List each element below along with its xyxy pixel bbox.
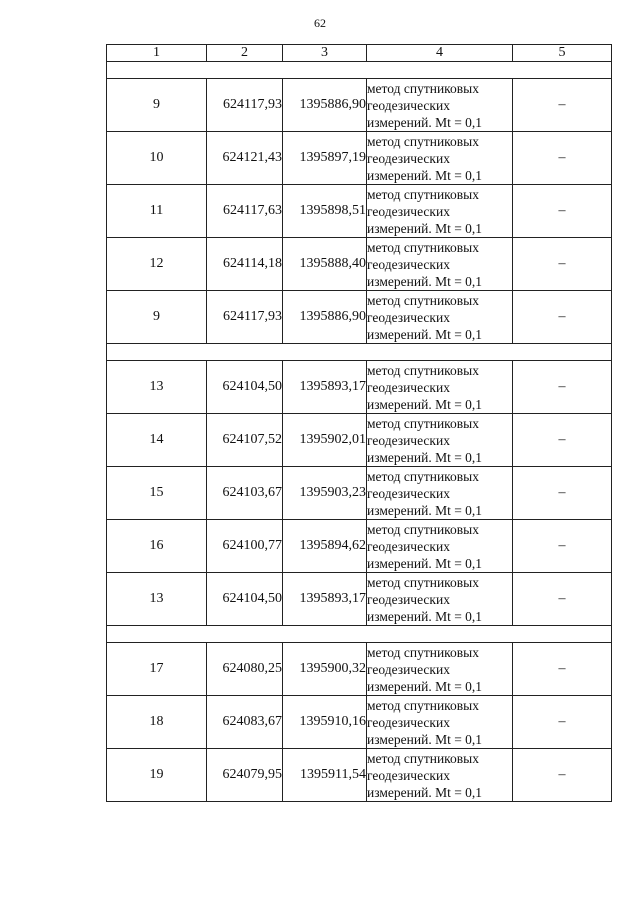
method-text-line: геодезических [367,256,450,272]
y-coordinate-cell: 1395893,17 [283,573,367,626]
y-coordinate-cell: 1395903,23 [283,467,367,520]
point-number-cell: 10 [107,132,207,185]
description-cell: – [513,696,612,749]
method-text-line: геодезических [367,379,450,395]
method-cell [367,361,513,414]
method-text-line: метод спутниковых [367,468,479,484]
header-cell: 1 [107,45,207,62]
method-text-line: измерений. Mt = 0,1 [367,784,483,800]
method-text-line: измерений. Mt = 0,1 [367,167,483,183]
coordinates-table [106,44,612,802]
x-coordinate-cell: 624100,77 [207,520,283,573]
method-text-line: геодезических [367,150,450,166]
method-text-line: метод спутниковых [367,415,479,431]
method-text-line: геодезических [367,97,450,113]
description-cell: – [513,361,612,414]
table-row [107,467,612,520]
point-number-cell: 15 [107,467,207,520]
method-text-line: геодезических [367,203,450,219]
method-cell [367,185,513,238]
x-coordinate-cell: 624080,25 [207,643,283,696]
method-cell [367,132,513,185]
y-coordinate-cell: 1395900,32 [283,643,367,696]
table-row [107,79,612,132]
y-coordinate-cell: 1395894,62 [283,520,367,573]
method-cell [367,643,513,696]
y-coordinate-cell: 1395910,16 [283,696,367,749]
method-text-line: метод спутниковых [367,80,479,96]
method-text-line: геодезических [367,485,450,501]
point-number-cell: 17 [107,643,207,696]
method-cell [367,749,513,802]
point-number-cell: 9 [107,291,207,344]
x-coordinate-cell: 624117,93 [207,79,283,132]
method-text-line: метод спутниковых [367,697,479,713]
method-text-line: метод спутниковых [367,521,479,537]
point-number-cell: 13 [107,361,207,414]
y-coordinate-cell: 1395897,19 [283,132,367,185]
point-number-cell: 19 [107,749,207,802]
method-text-line: метод спутниковых [367,239,479,255]
method-text-line: измерений. Mt = 0,1 [367,502,483,518]
method-cell [367,414,513,467]
description-cell: – [513,79,612,132]
x-coordinate-cell: 624083,67 [207,696,283,749]
description-cell: – [513,185,612,238]
table-row [107,291,612,344]
method-text-line: метод спутниковых [367,750,479,766]
x-coordinate-cell: 624117,93 [207,291,283,344]
method-cell [367,79,513,132]
separator-cell [107,62,612,79]
method-text-line: измерений. Mt = 0,1 [367,731,483,747]
description-cell: – [513,520,612,573]
y-coordinate-cell: 1395898,51 [283,185,367,238]
y-coordinate-cell: 1395902,01 [283,414,367,467]
y-coordinate-cell: 1395893,17 [283,361,367,414]
y-coordinate-cell: 1395911,54 [283,749,367,802]
method-text-line: геодезических [367,714,450,730]
method-text-line: метод спутниковых [367,574,479,590]
header-cell: 5 [513,45,612,62]
separator-cell [107,344,612,361]
x-coordinate-cell: 624107,52 [207,414,283,467]
table-row [107,573,612,626]
method-cell [367,291,513,344]
method-text-line: измерений. Mt = 0,1 [367,220,483,236]
table-row [107,696,612,749]
y-coordinate-cell: 1395886,90 [283,79,367,132]
method-text-line: измерений. Mt = 0,1 [367,273,483,289]
description-cell: – [513,414,612,467]
point-number-cell: 14 [107,414,207,467]
method-text-line: метод спутниковых [367,644,479,660]
table-row [107,361,612,414]
description-cell: – [513,132,612,185]
header-cell: 3 [283,45,367,62]
description-cell: – [513,238,612,291]
x-coordinate-cell: 624114,18 [207,238,283,291]
table-row [107,238,612,291]
method-text-line: измерений. Mt = 0,1 [367,326,483,342]
x-coordinate-cell: 624079,95 [207,749,283,802]
separator-cell [107,626,612,643]
x-coordinate-cell: 624117,63 [207,185,283,238]
section-separator-row [107,62,612,79]
method-text-line: геодезических [367,767,450,783]
table-row [107,414,612,467]
method-text-line: геодезических [367,591,450,607]
point-number-cell: 16 [107,520,207,573]
table-row [107,520,612,573]
method-text-line: измерений. Mt = 0,1 [367,114,483,130]
section-separator-row [107,344,612,361]
method-cell [367,696,513,749]
point-number-cell: 12 [107,238,207,291]
table-row [107,185,612,238]
point-number-cell: 11 [107,185,207,238]
point-number-cell: 9 [107,79,207,132]
table-row [107,132,612,185]
method-text-line: метод спутниковых [367,292,479,308]
description-cell: – [513,291,612,344]
method-cell [367,520,513,573]
method-text-line: измерений. Mt = 0,1 [367,396,483,412]
page-number: 62 [314,16,326,30]
method-text-line: метод спутниковых [367,186,479,202]
point-number-cell: 13 [107,573,207,626]
method-text-line: геодезических [367,661,450,677]
method-text-line: измерений. Mt = 0,1 [367,555,483,571]
x-coordinate-cell: 624104,50 [207,361,283,414]
section-separator-row [107,626,612,643]
x-coordinate-cell: 624104,50 [207,573,283,626]
method-text-line: измерений. Mt = 0,1 [367,449,483,465]
y-coordinate-cell: 1395888,40 [283,238,367,291]
method-text-line: геодезических [367,538,450,554]
x-coordinate-cell: 624121,43 [207,132,283,185]
method-text-line: измерений. Mt = 0,1 [367,608,483,624]
description-cell: – [513,643,612,696]
header-cell: 4 [367,45,513,62]
description-cell: – [513,749,612,802]
description-cell: – [513,573,612,626]
table-row [107,643,612,696]
method-cell [367,238,513,291]
x-coordinate-cell: 624103,67 [207,467,283,520]
method-cell [367,467,513,520]
description-cell: – [513,467,612,520]
method-text-line: метод спутниковых [367,133,479,149]
method-text-line: измерений. Mt = 0,1 [367,678,483,694]
table-body [107,62,612,802]
method-text-line: метод спутниковых [367,362,479,378]
method-text-line: геодезических [367,309,450,325]
header-cell: 2 [207,45,283,62]
y-coordinate-cell: 1395886,90 [283,291,367,344]
method-cell [367,573,513,626]
header-row [107,45,612,62]
table-row [107,749,612,802]
point-number-cell: 18 [107,696,207,749]
method-text-line: геодезических [367,432,450,448]
